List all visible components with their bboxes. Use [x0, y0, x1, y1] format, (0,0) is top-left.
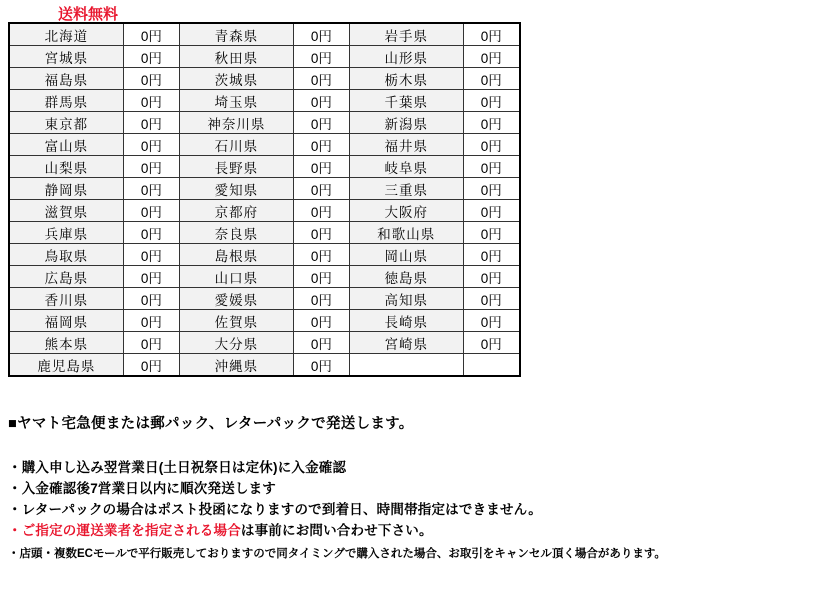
- table-row: [9, 68, 520, 90]
- fee-cell: 0円: [123, 200, 179, 222]
- fee-cell: 0円: [293, 23, 349, 46]
- prefecture-cell: 青森県: [180, 23, 294, 46]
- empty-cell: [349, 354, 463, 377]
- prefecture-cell: 大阪府: [349, 200, 463, 222]
- fee-cell: 0円: [463, 266, 520, 288]
- prefecture-cell: 滋賀県: [9, 200, 123, 222]
- list-item: ・レターパックの場合はポスト投函になりますので到着日、時間帯指定はできません。: [8, 502, 542, 517]
- prefecture-cell: 栃木県: [349, 68, 463, 90]
- list-item-text: は事前にお問い合わせ下さい。: [240, 523, 433, 538]
- fee-cell: 0円: [293, 310, 349, 332]
- page-title: 送料無料: [58, 6, 119, 23]
- prefecture-cell: 岡山県: [349, 244, 463, 266]
- fee-cell: 0円: [293, 90, 349, 112]
- fee-cell: 0円: [463, 288, 520, 310]
- fee-cell: 0円: [463, 90, 520, 112]
- fee-cell: 0円: [463, 244, 520, 266]
- fee-cell: 0円: [123, 46, 179, 68]
- table-row: [9, 266, 520, 288]
- fee-cell: 0円: [123, 288, 179, 310]
- list-item-carrier-request: [8, 520, 818, 541]
- fee-cell: 0円: [293, 288, 349, 310]
- empty-cell: [463, 354, 520, 377]
- list-item-cancel-notice: ・店頭・複数ECモールで平行販売しておりますので同タイミングで購入された場合、お取引をキャンセル頂く場合があります。: [8, 548, 666, 560]
- prefecture-cell: 埼玉県: [180, 90, 294, 112]
- fee-cell: 0円: [293, 266, 349, 288]
- list-item: ・購入申し込み翌営業日(土日祝祭日は定休)に入金確認: [8, 460, 347, 475]
- prefecture-cell: 静岡県: [9, 178, 123, 200]
- prefecture-cell: 和歌山県: [349, 222, 463, 244]
- prefecture-cell: 東京都: [9, 112, 123, 134]
- prefecture-cell: 宮城県: [9, 46, 123, 68]
- fee-cell: 0円: [463, 222, 520, 244]
- prefecture-cell: 山梨県: [9, 156, 123, 178]
- prefecture-cell: 愛知県: [180, 178, 294, 200]
- prefecture-cell: 福岡県: [9, 310, 123, 332]
- list-item-highlight: ・ご指定の運送業者を指定される場合: [8, 523, 241, 538]
- prefecture-cell: 岐阜県: [349, 156, 463, 178]
- fee-cell: 0円: [123, 112, 179, 134]
- shipping-notes: [8, 412, 818, 565]
- table-row: [9, 90, 520, 112]
- fee-cell: 0円: [293, 332, 349, 354]
- prefecture-cell: 神奈川県: [180, 112, 294, 134]
- prefecture-cell: 佐賀県: [180, 310, 294, 332]
- prefecture-cell: 兵庫県: [9, 222, 123, 244]
- fee-cell: 0円: [123, 222, 179, 244]
- prefecture-cell: 新潟県: [349, 112, 463, 134]
- table-row: [9, 156, 520, 178]
- note-bullet-list: [8, 457, 818, 565]
- prefecture-cell: 石川県: [180, 134, 294, 156]
- prefecture-cell: 福井県: [349, 134, 463, 156]
- fee-cell: 0円: [293, 222, 349, 244]
- prefecture-cell: 富山県: [9, 134, 123, 156]
- fee-cell: 0円: [463, 68, 520, 90]
- fee-cell: 0円: [293, 354, 349, 377]
- fee-cell: 0円: [463, 23, 520, 46]
- fee-cell: 0円: [123, 332, 179, 354]
- prefecture-cell: 岩手県: [349, 23, 463, 46]
- prefecture-cell: 長崎県: [349, 310, 463, 332]
- prefecture-cell: 宮崎県: [349, 332, 463, 354]
- fee-cell: 0円: [463, 112, 520, 134]
- table-row: [9, 200, 520, 222]
- table-row: [9, 222, 520, 244]
- fee-cell: 0円: [123, 156, 179, 178]
- table-row: [9, 23, 520, 46]
- fee-cell: 0円: [293, 46, 349, 68]
- prefecture-cell: 茨城県: [180, 68, 294, 90]
- fee-cell: 0円: [293, 112, 349, 134]
- prefecture-cell: 高知県: [349, 288, 463, 310]
- table-row: [9, 288, 520, 310]
- fee-cell: 0円: [123, 68, 179, 90]
- fee-cell: 0円: [293, 200, 349, 222]
- table-row: [9, 310, 520, 332]
- fee-cell: 0円: [463, 134, 520, 156]
- prefecture-cell: 鹿児島県: [9, 354, 123, 377]
- table-row: [9, 354, 520, 377]
- note-delivery-method: ■ヤマト宅急便または郵パック、レターパックで発送します。: [8, 416, 414, 432]
- fee-cell: 0円: [463, 156, 520, 178]
- fee-cell: 0円: [463, 46, 520, 68]
- prefecture-cell: 山形県: [349, 46, 463, 68]
- fee-cell: 0円: [123, 134, 179, 156]
- shipping-fee-table: [8, 22, 521, 377]
- prefecture-cell: 長野県: [180, 156, 294, 178]
- fee-cell: 0円: [123, 244, 179, 266]
- prefecture-cell: 山口県: [180, 266, 294, 288]
- fee-cell: 0円: [293, 68, 349, 90]
- prefecture-cell: 熊本県: [9, 332, 123, 354]
- prefecture-cell: 京都府: [180, 200, 294, 222]
- fee-cell: 0円: [293, 244, 349, 266]
- prefecture-cell: 鳥取県: [9, 244, 123, 266]
- prefecture-cell: 愛媛県: [180, 288, 294, 310]
- fee-cell: 0円: [123, 266, 179, 288]
- table-row: [9, 178, 520, 200]
- fee-cell: 0円: [123, 90, 179, 112]
- table-row: [9, 134, 520, 156]
- prefecture-cell: 福島県: [9, 68, 123, 90]
- table-row: [9, 46, 520, 68]
- fee-cell: 0円: [293, 156, 349, 178]
- fee-cell: 0円: [463, 200, 520, 222]
- prefecture-cell: 徳島県: [349, 266, 463, 288]
- prefecture-cell: 奈良県: [180, 222, 294, 244]
- prefecture-cell: 沖縄県: [180, 354, 294, 377]
- prefecture-cell: 三重県: [349, 178, 463, 200]
- prefecture-cell: 秋田県: [180, 46, 294, 68]
- prefecture-cell: 群馬県: [9, 90, 123, 112]
- table-row: [9, 332, 520, 354]
- fee-cell: 0円: [123, 178, 179, 200]
- prefecture-cell: 北海道: [9, 23, 123, 46]
- fee-cell: 0円: [463, 310, 520, 332]
- list-item: ・入金確認後7営業日以内に順次発送します: [8, 481, 277, 496]
- table-row: [9, 112, 520, 134]
- table-row: [9, 244, 520, 266]
- fee-cell: 0円: [463, 178, 520, 200]
- prefecture-cell: 島根県: [180, 244, 294, 266]
- fee-cell: 0円: [123, 354, 179, 377]
- fee-cell: 0円: [123, 23, 179, 46]
- prefecture-cell: 広島県: [9, 266, 123, 288]
- shipping-fee-table-body: [9, 23, 520, 376]
- prefecture-cell: 香川県: [9, 288, 123, 310]
- fee-cell: 0円: [123, 310, 179, 332]
- fee-cell: 0円: [293, 134, 349, 156]
- prefecture-cell: 千葉県: [349, 90, 463, 112]
- prefecture-cell: 大分県: [180, 332, 294, 354]
- fee-cell: 0円: [463, 332, 520, 354]
- fee-cell: 0円: [293, 178, 349, 200]
